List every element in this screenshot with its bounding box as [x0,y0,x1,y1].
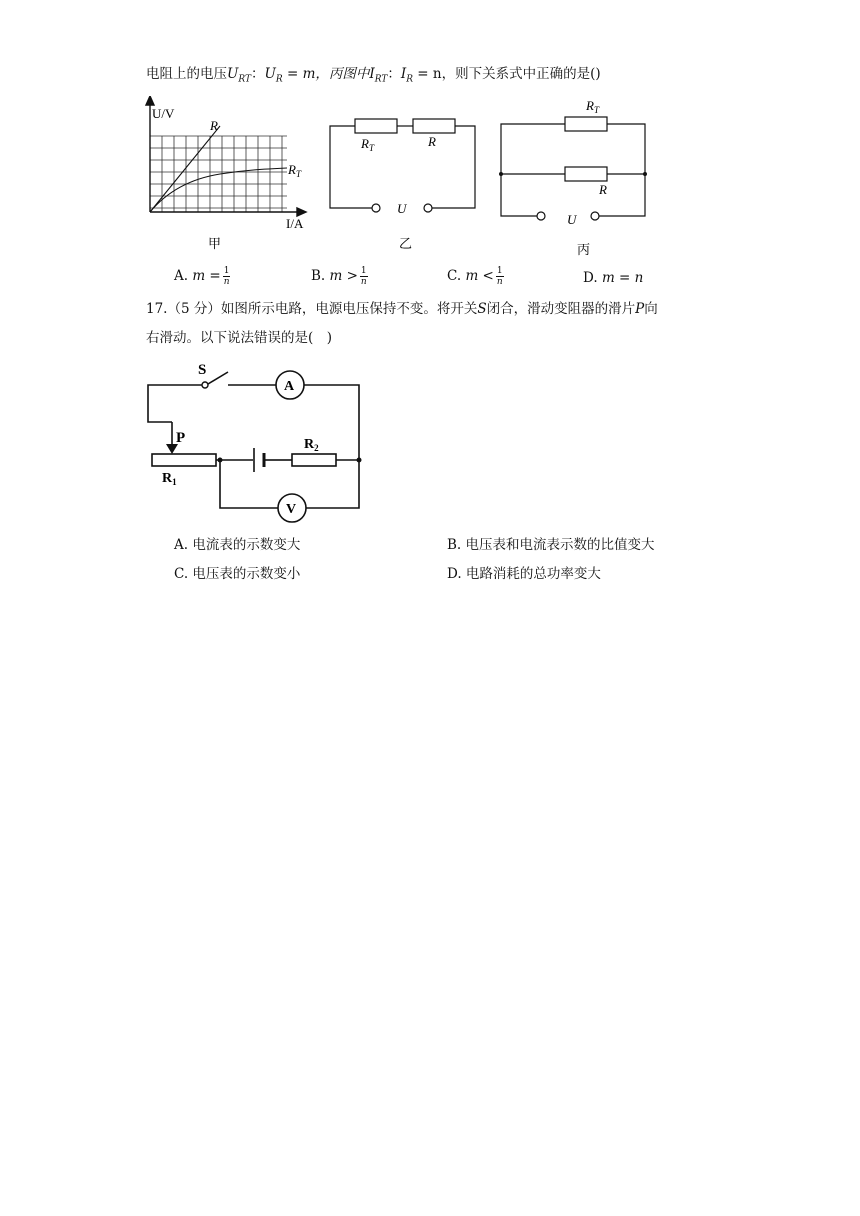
x-axis-label: I/A [286,216,304,231]
option-c-expr: m < [465,268,494,284]
bing-terminal-right [591,212,599,220]
yi-label-u: U [397,201,407,216]
y-axis-arrow [146,96,154,105]
label-r2-sub: 2 [314,443,319,453]
c17-resistor-r1 [152,454,216,466]
var-s: S [477,301,487,317]
option-b-expr: m > [329,268,358,284]
sub-rt-2: RT [374,74,388,85]
sub-rt: RT [238,74,252,85]
q17-option-a-text: A. 电流表的示数变大 [174,537,301,553]
yi-wire-right [432,126,475,208]
c17-wire-voltmeter-right [306,460,359,508]
q17-text-line2: 右滑动。以下说法错误的是( ) [146,330,333,346]
yi-resistor-rt [355,119,397,133]
c17-junction-left [218,458,223,463]
frac-num: 1 [223,266,230,276]
fraction-1-n [223,266,231,287]
figure-jia-graph [140,96,315,256]
label-ammeter: A [284,379,295,394]
var-u-rt: U [227,66,239,82]
x-axis-arrow [297,208,306,216]
bing-junction-right [643,172,647,176]
caption-yi: 乙 [399,236,413,251]
yi-terminal-left [372,204,380,212]
bing-label-u: U [567,212,577,227]
yi-label-r: R [428,134,436,149]
figure-yi-circuit [325,108,485,256]
var-u-r: U [264,66,276,82]
question-17-stem-line1 [146,299,658,319]
c17-wire-top-left [148,385,202,422]
label-slider-p: P [176,430,186,446]
option-b-label: B. [311,268,330,284]
option-a-label: A. [174,268,193,284]
option-d-label: D. [583,270,602,286]
question-16-stem [146,64,601,90]
q16-option-d[interactable] [583,268,643,288]
colon-2: ： [387,66,401,82]
q16-option-c[interactable] [447,266,504,287]
c17-wire-voltmeter-left [220,460,278,508]
c17-resistor-r2 [292,454,336,466]
var-i-r: I [400,66,407,82]
q17-option-b-text: B. 电压表和电流表示数的比值变大 [447,537,655,553]
q17-text-c: 向 [644,301,658,317]
label-switch-s: S [198,362,207,378]
yi-terminal-right [424,204,432,212]
label-r2 [304,437,319,453]
bing-resistor-rt [565,117,607,131]
bing-label-rt-sub: T [593,105,599,115]
option-d-expr: m = n [601,270,644,286]
label-r1 [162,471,177,487]
colon: ： [251,66,265,82]
label-r2-main: R [304,437,315,452]
frac-num: 1 [496,266,503,276]
frac-den: n [360,277,367,287]
q17-option-c[interactable] [174,564,300,584]
figure-bing-circuit [495,94,655,260]
sub-r-2: R [406,74,413,85]
figure-17-circuit [140,360,370,525]
yi-resistor-r [413,119,455,133]
q17-text-b: 闭合，滑动变阻器的滑片 [486,301,636,317]
option-a-expr: m = [192,268,221,284]
q17-option-b[interactable] [447,535,655,555]
q17-text-a: 17.（5 分）如图所示电路，电源电压保持不变。将开关 [146,301,478,317]
frac-den: n [496,277,503,287]
label-rt-sub: T [295,169,301,179]
q17-option-d-text: D. 电路消耗的总功率变大 [447,566,601,582]
var-i-rt: I [369,66,375,82]
q16-option-a[interactable] [174,266,230,287]
label-r1-sub: 1 [172,477,177,487]
eq-m-text: = m，丙图中 [282,66,370,82]
question-17-stem-line2 [146,328,332,348]
curve-rt [150,168,287,212]
eq-n-text: = n，则下关系式中正确的是() [412,66,601,82]
line-r [150,126,220,212]
caption-bing: 丙 [577,242,591,257]
fraction-1-n [360,266,368,287]
label-r1-main: R [162,471,173,486]
frac-den: n [223,277,230,287]
option-c-label: C. [447,268,466,284]
bing-resistor-r [565,167,607,181]
label-r: R [210,118,218,133]
bing-wire-right [599,124,645,216]
label-rt [287,162,302,179]
stem-text: 电阻上的电压 [146,66,227,82]
yi-label-rt-sub: T [368,143,374,153]
bing-terminal-left [537,212,545,220]
sub-r: R [275,74,283,85]
q16-option-b[interactable] [311,266,368,287]
fraction-1-n [496,266,504,287]
q17-option-d[interactable] [447,564,601,584]
bing-junction-left [499,172,503,176]
bing-label-r: R [599,182,607,197]
switch-blade [208,372,228,384]
bing-label-rt [585,98,600,115]
var-p: P [635,301,645,317]
y-axis-label: U/V [152,106,175,121]
q17-option-c-text: C. 电压表的示数变小 [174,566,301,582]
switch-pivot [202,382,208,388]
label-voltmeter: V [286,502,297,517]
c17-junction-right [357,458,362,463]
caption-jia: 甲 [208,236,222,251]
bing-label-rt-main: R [586,98,594,113]
label-rt-main: R [288,162,296,177]
q17-option-a[interactable] [174,535,300,555]
bing-wire-left [501,124,565,216]
yi-label-rt [360,136,375,153]
frac-num: 1 [360,266,367,276]
yi-label-rt-main: R [361,136,369,151]
